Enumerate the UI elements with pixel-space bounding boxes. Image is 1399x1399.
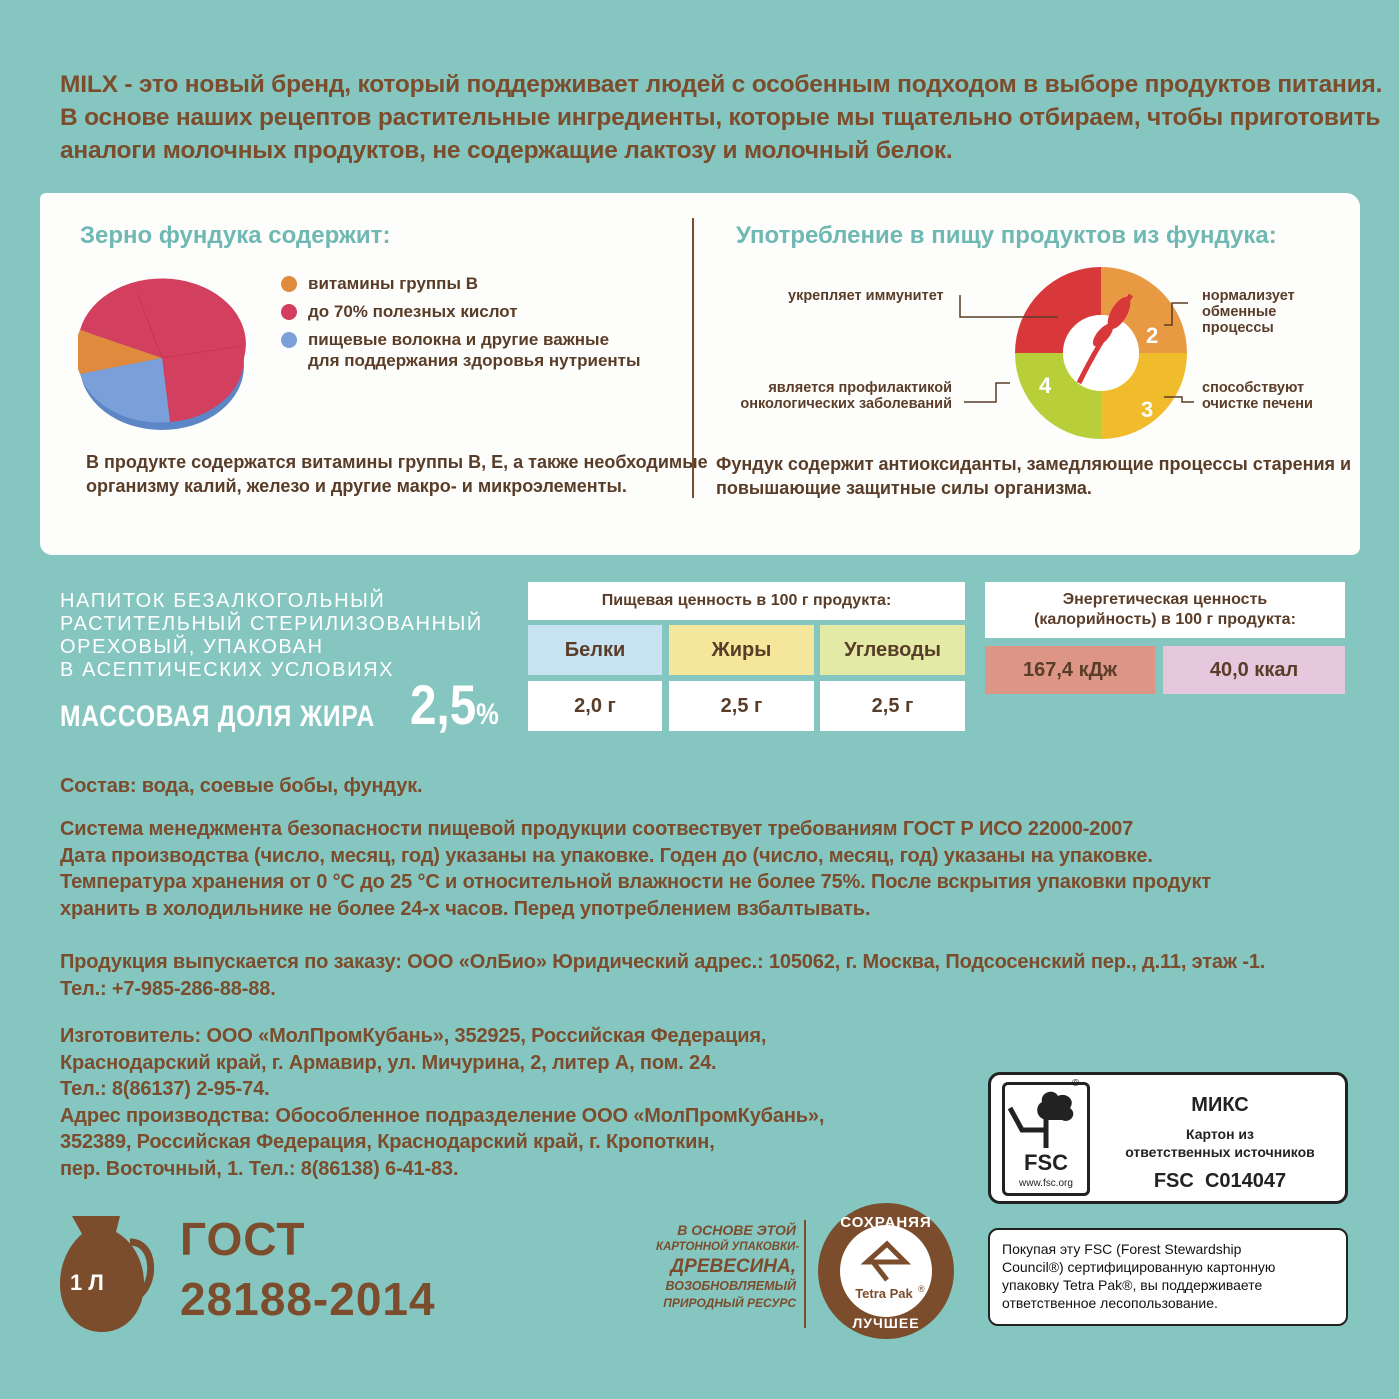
benefit-label-1: укрепляет иммунитет	[788, 288, 944, 304]
composition-line: Состав: вода, соевые бобы, фундук.	[60, 775, 423, 797]
nutrition-value-carbs: 2,5 г	[820, 681, 965, 731]
wood-note-line: КАРТОННОЙ УПАКОВКИ-	[656, 1241, 800, 1253]
text-line: В продукте содержатся витамины группы B, E, а также необходимые	[86, 452, 708, 472]
fsc-tree-icon	[1006, 1086, 1086, 1152]
intro-line: В основе наших рецептов растительные ингредиенты, которые мы тщательно отбираем, чтобы приготовить	[60, 104, 1381, 131]
drink-line: ОРЕХОВЫЙ, УПАКОВАН	[60, 636, 324, 658]
fat-value	[410, 672, 499, 737]
connector-line	[960, 295, 1058, 317]
drink-description	[60, 590, 510, 682]
energy-kj: 167,4 кДж	[985, 646, 1155, 694]
wood-note	[656, 1222, 800, 1312]
legend-label-line: пищевые волокна и другие важные	[308, 330, 610, 349]
fsc-note-line: упаковку Tetra Pak®, вы поддерживаете	[1002, 1277, 1263, 1293]
text-line: пер. Восточный, 1. Тел.: 8(86138) 6-41-83.	[60, 1157, 459, 1180]
fat-unit: %	[476, 698, 499, 731]
legend-dot-vitamins	[281, 276, 297, 292]
label-line: процессы	[1202, 320, 1274, 336]
connector-line	[964, 383, 1010, 402]
benefits-text	[716, 452, 1351, 500]
text-line: Тел.: 8(86137) 2-95-74.	[60, 1078, 270, 1100]
energy-header-line: (калорийность) в 100 г продукта:	[1034, 611, 1296, 628]
label-line: является профилактикой	[768, 380, 952, 396]
fsc-desc-line: ответственных источников	[1125, 1144, 1315, 1160]
drink-line: НАПИТОК БЕЗАЛКОГОЛЬНЫЙ	[60, 590, 386, 612]
text-line: Продукция выпускается по заказу: ООО «ОлБио» Юридический адрес.: 105062, г. Москва, Подсосенский пер., д.11, этаж -1.	[60, 951, 1266, 973]
benefit-label-4	[730, 380, 952, 412]
label-line: обменные	[1202, 304, 1277, 320]
text-line: Система менеджмента безопасности пищевой продукции соотвествует требованиям ГОСТ Р ИСО 22000-2007	[60, 818, 1134, 840]
drink-line: В АСЕПТИЧЕСКИХ УСЛОВИЯХ	[60, 659, 395, 681]
fsc-code: FSC C014047	[1153, 1170, 1287, 1192]
fsc-desc-line: Картон из	[1185, 1126, 1254, 1142]
volume-label: 1 Л	[70, 1270, 104, 1295]
wood-note-line: В ОСНОВЕ ЭТОЙ	[677, 1222, 796, 1238]
benefit-label-3	[1202, 380, 1313, 412]
energy-header	[985, 582, 1345, 638]
text-line: Краснодарский край, г. Армавир, ул. Мичурина, 2, литер А, пом. 24.	[60, 1051, 717, 1074]
wood-note-line: ДРЕВЕСИНА,	[670, 1256, 796, 1277]
text-line: 352389, Российская Федерация, Краснодарский край, г. Кропоткин,	[60, 1131, 715, 1153]
energy-kcal: 40,0 ккал	[1163, 646, 1345, 694]
badge-top-text: СОХРАНЯЯ	[840, 1214, 932, 1231]
drink-line: РАСТИТЕЛЬНЫЙ СТЕРИЛИЗОВАННЫЙ	[60, 613, 483, 635]
ring-number-2: 2	[1146, 323, 1159, 348]
fat-number: 2,5	[410, 673, 477, 736]
ring-number-3: 3	[1141, 397, 1154, 422]
fsc-note-line: ответственное лесопользование.	[1002, 1295, 1218, 1311]
text-line: Изготовитель: ООО «МолПромКубань», 352925, Российская Федерация,	[60, 1025, 767, 1047]
gost-title: ГОСТ	[180, 1213, 306, 1265]
text-line: организму калий, железо и другие макро- и микроэлементы.	[86, 476, 627, 496]
nutrition-col-protein: Белки	[528, 625, 662, 675]
text-line: Тел.: +7-985-286-88-88.	[60, 977, 276, 1000]
legend-dot-fiber	[281, 332, 297, 348]
connector-line	[1164, 303, 1188, 325]
composition-pie-chart	[78, 262, 250, 440]
ring-number-4: 4	[1039, 373, 1052, 398]
wood-note-line: ПРИРОДНЫЙ РЕСУРС	[663, 1296, 796, 1310]
fsc-note-line: Покупая эту FSC (Forest Stewardship	[1002, 1241, 1242, 1257]
fat-label: МАССОВАЯ ДОЛЯ ЖИРА	[60, 700, 376, 733]
wood-note-line: ВОЗОБНОВЛЯЕМЫЙ	[665, 1279, 796, 1293]
connector-line	[1164, 397, 1194, 402]
intro-line: MILX - это новый бренд, который поддерживает людей с особенным подходом в выборе продуктов питания.	[60, 71, 1383, 98]
composition-text	[86, 450, 708, 498]
badge-inner	[840, 1225, 932, 1317]
badge-bottom-text: ЛУЧШЕЕ	[852, 1315, 920, 1331]
legend-label: витамины группы В	[308, 274, 478, 293]
legend-label	[308, 329, 641, 371]
legend-dot-acids	[281, 304, 297, 320]
tree-crown	[1037, 1092, 1073, 1121]
legend-label: до 70% полезных кислот	[308, 302, 518, 321]
tetra-pak-badge	[815, 1200, 957, 1342]
ring-number-1: 1	[1075, 323, 1088, 348]
wood-note-divider	[804, 1220, 806, 1328]
nutrition-header: Пищевая ценность в 100 г продукта:	[528, 582, 965, 620]
ring-connectors	[950, 285, 1210, 415]
nutrition-value-protein: 2,0 г	[528, 681, 662, 731]
fsc-desc	[1100, 1125, 1340, 1161]
legend-label-line: для поддержания здоровья нутриенты	[308, 351, 641, 370]
label-line: очистке печени	[1202, 396, 1313, 412]
badge-reg: ®	[918, 1284, 925, 1294]
fsc-reg: ®	[1072, 1078, 1080, 1089]
text-line: Дата производства (число, месяц, год) указаны на упаковке. Годен до (число, месяц, год) указаны на упаковке.	[60, 844, 1153, 867]
text-line: Температура хранения от 0 °С до 25 °С и относительной влажности не более 75%. После вскрытия упаковки продукт	[60, 871, 1212, 893]
label-line: нормализует	[1202, 288, 1295, 304]
fsc-site: www.fsc.org	[1019, 1178, 1073, 1189]
fsc-note-line: Council®) сертифицированную картонную	[1002, 1259, 1276, 1275]
text-line: повышающие защитные силы организма.	[716, 478, 1092, 498]
nutrition-col-fat: Жиры	[669, 625, 814, 675]
gost-number: 28188-2014	[180, 1273, 436, 1325]
order-text	[60, 949, 1265, 1002]
nutrition-value-fat: 2,5 г	[669, 681, 814, 731]
composition-title: Зерно фундука содержит:	[80, 222, 391, 249]
label-line: способствуют	[1202, 380, 1305, 396]
nutrition-col-carbs: Углеводы	[820, 625, 965, 675]
text-line: Адрес производства: Обособленное подразделение ООО «МолПромКубань»,	[60, 1104, 825, 1127]
benefits-title: Употребление в пищу продуктов из фундука:	[736, 222, 1277, 249]
energy-header-line: Энергетическая ценность	[1062, 591, 1268, 608]
fsc-logo-text: FSC	[1024, 1150, 1068, 1175]
fsc-note	[988, 1228, 1348, 1326]
text-line: хранить в холодильнике не более 24-х часов. Перед употреблением взбалтывать.	[60, 897, 871, 920]
fsc-mix: МИКС	[1191, 1094, 1249, 1116]
intro-text	[60, 68, 1383, 167]
badge-brand: Tetra Pak	[855, 1286, 913, 1301]
manufacturer-text	[60, 1023, 824, 1182]
text-line: Фундук содержит антиоксиданты, замедляющие процессы старения и	[716, 454, 1352, 474]
safety-text	[60, 816, 1211, 922]
intro-line: аналоги молочных продуктов, не содержащие лактозу и молочный белок.	[60, 137, 953, 164]
label-line: онкологических заболеваний	[740, 396, 952, 412]
benefit-label-2	[1202, 288, 1295, 336]
